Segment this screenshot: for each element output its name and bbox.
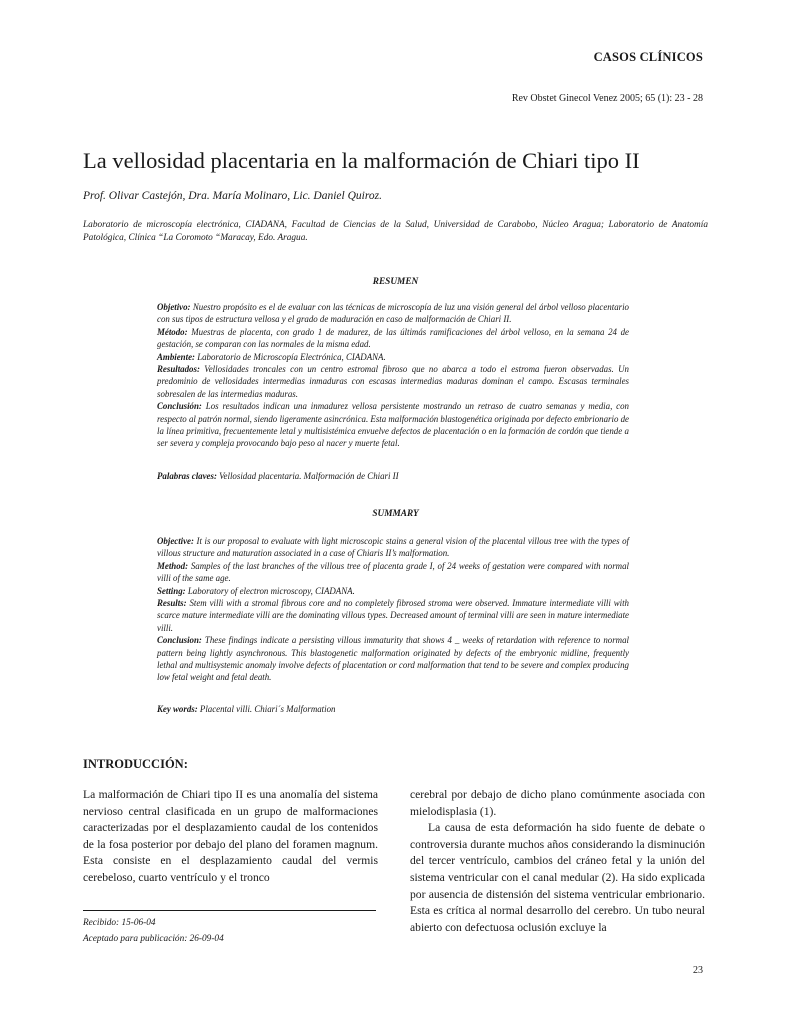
resumen-conclusion: Conclusión: Los resultados indican una inmadurez vellosa persistente mostrando un retraso de cuatro semanas y media, con respecto al patrón normal, siendo ligeramente asincrónica. Esta malformación blastogenética originada por defecto embrionario de la línea primitiva, frecuentemente letal y multisistémica envuelve defectos de placentación o en la formación de cordón que tiende a ser severa y compleja provocando bajo peso al nacer y muerte fetal. bbox=[157, 401, 629, 449]
resumen-heading: RESUMEN bbox=[372, 277, 419, 287]
resumen-keywords: Palabras claves: Vellosidad placentaria. Malformación de Chiari II bbox=[157, 471, 399, 481]
intro-paragraph: La causa de esta deformación ha sido fuente de debate o controversia durante muchos años considerando la disminución del tercer ventrículo, cambios del cráneo fetal y la unión del sistema ventricular con el canal medular (2). Ha sido explicada por ausencia de distensión del sistema ventricular embrionario. Esta es crítica al normal desarrollo del cerebro. Un tubo neural abierto con defectuosa oclusión excluye la bbox=[410, 821, 705, 934]
resumen-resultados: Resultados: Vellosidades troncales con un centro estromal fibroso que no abarca a todo el estroma fueron observadas. Un predominio de vellosidades intermedias inmaduras con escasas intermedias maduras dominan el campo. Escasas terminales sobresalen de las intermedias maduras. bbox=[157, 364, 629, 399]
summary-setting: Setting: Laboratory of electron microscopy, CIADANA. bbox=[157, 585, 355, 596]
section-label: CASOS CLÍNICOS bbox=[593, 50, 703, 64]
intro-column-right bbox=[410, 787, 705, 936]
summary-conclusion: Conclusion: These findings indicate a persisting villous immaturity that shows 4 _ weeks of retardation with reference to normal pattern being lightly asynchronous. This blastogenetic malformation originated by defects of the embryonic midline, frequently lethal and multisystemic anomaly involve defects of placentation or cord malformation that tend to be severe and complex producing low fetal weight and fetal death. bbox=[157, 635, 629, 683]
intro-paragraph: La malformación de Chiari tipo II es una anomalía del sistema nervioso central clasificada en un grupo de malformaciones caracterizadas por el desplazamiento caudal de los contenidos de la fosa posterior por debajo del plano del foramen magnum. Esta consiste en el desplazamiento caudal del vermis cerebeloso, cuarto ventrículo y el tronco bbox=[83, 788, 378, 884]
resumen-metodo: Método: Muestras de placenta, con grado 1 de madurez, de las últimás ramificaciones del árbol velloso, en la semana 24 de gestación, se comparan con las normales de la misma edad. bbox=[157, 326, 629, 350]
summary-results: Results: Stem villi with a stromal fibrous core and no completely fibrosed stroma were observed. Immature intermediate villi with scarce mature intermediate villi are the dominating villous types. Decreased amount of terminal villi are seen in mature intermediate villi. bbox=[157, 598, 630, 633]
summary-objective: Objective: It is our proposal to evaluate with light microscopic stains a general vision of the placental villous tree with the types of villous structure and maturation associated in a case of Chiaris II’s malformation. bbox=[157, 536, 629, 559]
intro-paragraph: cerebral por debajo de dicho plano comúnmente asociada con mielodisplasia (1). bbox=[410, 788, 705, 818]
summary-body bbox=[157, 535, 629, 684]
summary-heading: SUMMARY bbox=[372, 509, 419, 519]
article-authors: Prof. Olivar Castejón, Dra. María Molinaro, Lic. Daniel Quiroz. bbox=[83, 190, 382, 202]
footnote-divider bbox=[83, 910, 376, 911]
resumen-ambiente: Ambiente: Laboratorio de Microscopía Electrónica, CIADANA. bbox=[157, 351, 386, 362]
resumen-objetivo: Objetivo: Nuestro propósito es el de evaluar con las técnicas de microscopía de luz una visión general del árbol velloso placentario con sus tipos de estructura vellosa y el grado de maduración en caso de malformación de Chiari II. bbox=[157, 302, 629, 325]
received-date: Recibido: 15-06-04 bbox=[83, 918, 156, 928]
author-affiliation: Laboratorio de microscopía electrónica, CIADANA, Facultad de Ciencias de la Salud, Universidad de Carabobo, Núcleo Aragua; Laboratorio de Anatomía Patológica, Clínica “La Coromoto “Maracay, Edo. Aragua. bbox=[83, 220, 708, 243]
article-title: La vellosidad placentaria en la malformación de Chiari tipo II bbox=[83, 148, 640, 173]
summary-method: Method: Samples of the last branches of the villous tree of placenta grade I, of 24 weeks of gestation were compared with normal villi of the same age. bbox=[157, 560, 629, 584]
intro-column-left bbox=[83, 787, 378, 887]
resumen-body bbox=[157, 301, 629, 450]
journal-citation: Rev Obstet Ginecol Venez 2005; 65 (1): 23 - 28 bbox=[511, 93, 703, 104]
intro-heading: INTRODUCCIÓN: bbox=[83, 757, 188, 771]
page-number: 23 bbox=[693, 965, 703, 976]
accepted-date: Aceptado para publicación: 26-09-04 bbox=[83, 934, 224, 944]
summary-keywords: Key words: Placental villi. Chiari´s Malformation bbox=[157, 704, 336, 714]
